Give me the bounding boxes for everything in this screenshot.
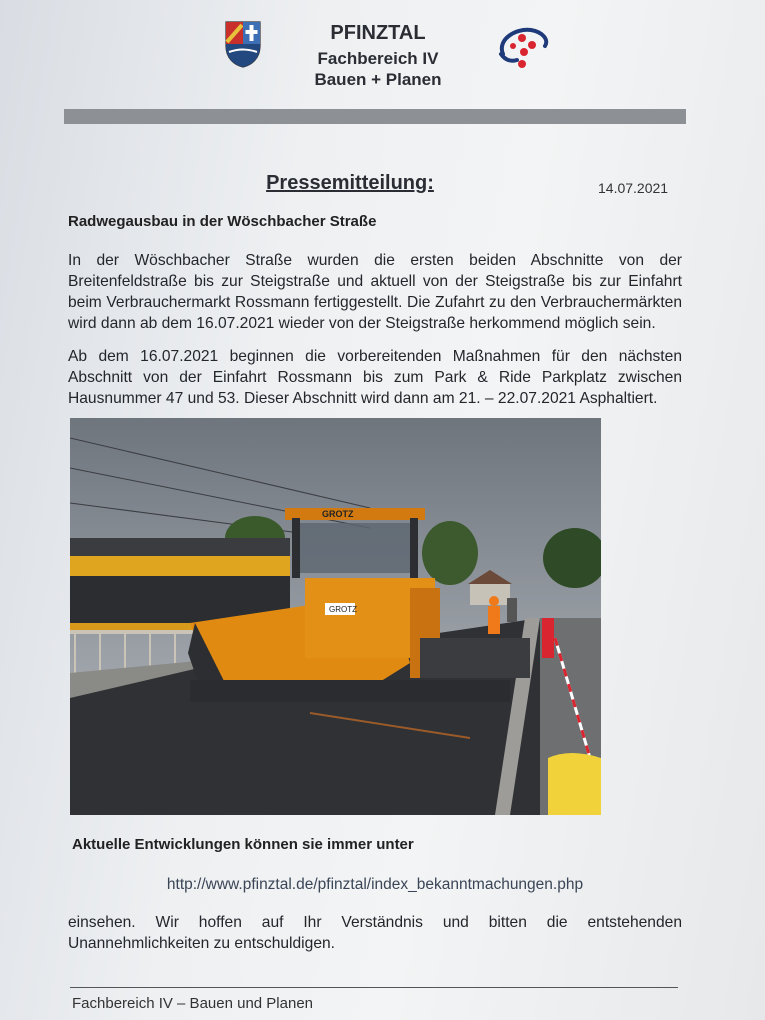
announcements-link[interactable]: http://www.pfinztal.de/pfinztal/index_bekanntmachungen.php <box>166 876 584 893</box>
department-subtitle: Bauen + Planen <box>314 70 442 89</box>
header-divider-bar <box>64 109 686 124</box>
paver-brand-label: GROTZ <box>322 509 354 519</box>
document-subject: Radwegausbau in der Wöschbacher Straße <box>68 213 377 230</box>
developments-label: Aktuelle Entwicklungen können sie immer unter <box>72 836 414 853</box>
department-name: Fachbereich IV <box>317 49 439 68</box>
coat-of-arms-icon <box>224 20 262 68</box>
body-paragraph-2: Ab dem 16.07.2021 beginnen die vorbereitenden Maßnahmen für den nächsten Abschnitt von der Einfahrt Rossmann bis zum Park & Ride Parkplatz zwischen Hausnummer 47 und 53. Dieser Abschnitt wird dann am 21. – 22.07.2021 Asphaltiert. <box>68 348 682 407</box>
road-paver-photo <box>70 418 601 815</box>
svg-text:GROTZ: GROTZ <box>329 605 357 614</box>
pfinztal-dots-logo-icon <box>495 24 551 72</box>
org-name: PFINZTAL <box>330 22 426 44</box>
footer-text: Fachbereich IV – Bauen und Planen <box>72 995 314 1012</box>
document-title: Pressemitteilung: <box>266 172 434 194</box>
body-paragraph-1: In der Wöschbacher Straße wurden die ersten beiden Abschnitte von der Breitenfeldstraße bis zur Steigstraße und aktuell von der Steigstraße bis zur Einfahrt beim Verbrauchermarkt Rossmann fertiggestellt. Die Zufahrt zu den Verbrauchermärkten wird dann ab dem 16.07.2021 wieder von der Steigstraße herkommend möglich sein. <box>68 252 682 332</box>
document-date: 14.07.2021 <box>598 180 669 196</box>
footer-divider <box>70 987 678 988</box>
closing-paragraph: einsehen. Wir hoffen auf Ihr Verständnis und bitten die entstehenden Unannehmlichkeiten zu entschuldigen. <box>68 914 682 952</box>
